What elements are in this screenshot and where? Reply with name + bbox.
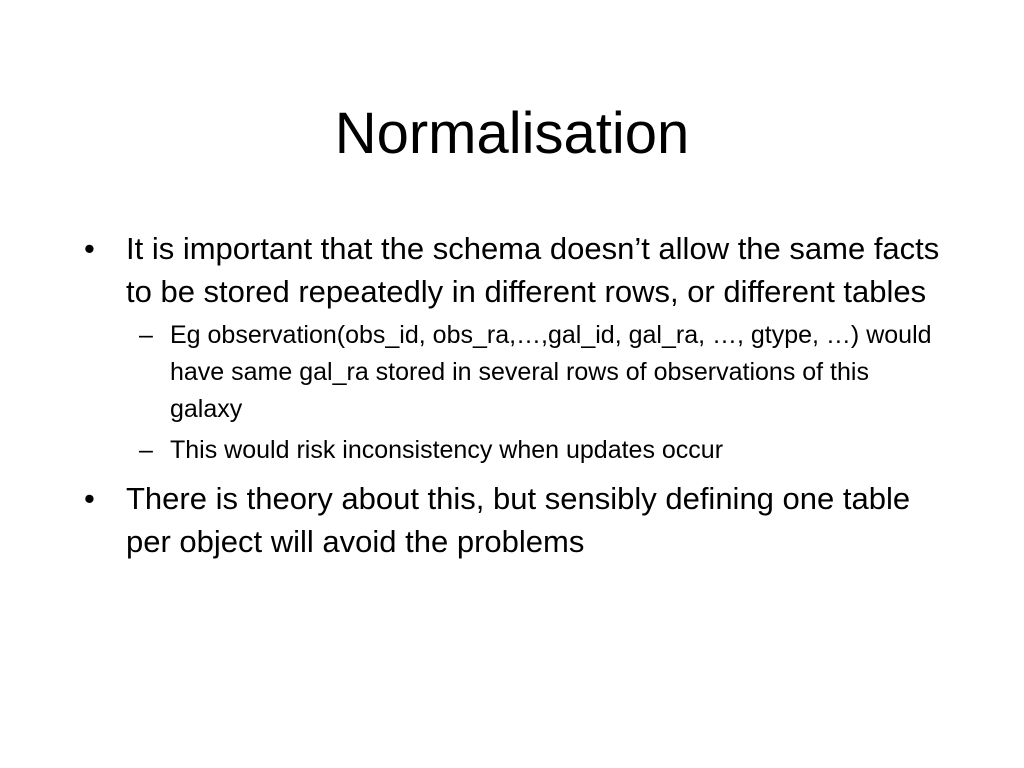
sub-bullet-text: This would risk inconsistency when updates occur <box>170 436 724 464</box>
bullet-list <box>84 227 944 563</box>
bullet-text: There is theory about this, but sensibly defining one table per object will avoid the problems <box>126 481 911 559</box>
sub-bullet-item <box>126 317 944 428</box>
sub-bullet-item <box>126 432 944 469</box>
slide-title: Normalisation <box>334 101 690 166</box>
sub-bullet-list <box>126 317 944 469</box>
bullet-text: It is important that the schema doesn’t allow the same facts to be stored repeatedly in different rows, or different tables <box>126 231 940 309</box>
bullet-marker: • <box>84 231 95 266</box>
sub-bullet-text: Eg observation(obs_id, obs_ra,…,gal_id, gal_ra, …, gtype, …) would have same gal_ra stored in several rows of observations of this galaxy <box>170 321 932 423</box>
bullet-item <box>84 227 944 469</box>
bullet-marker: • <box>84 481 95 516</box>
sub-bullet-marker: – <box>139 321 153 349</box>
bullet-item <box>84 477 944 563</box>
sub-bullet-marker: – <box>139 436 153 464</box>
